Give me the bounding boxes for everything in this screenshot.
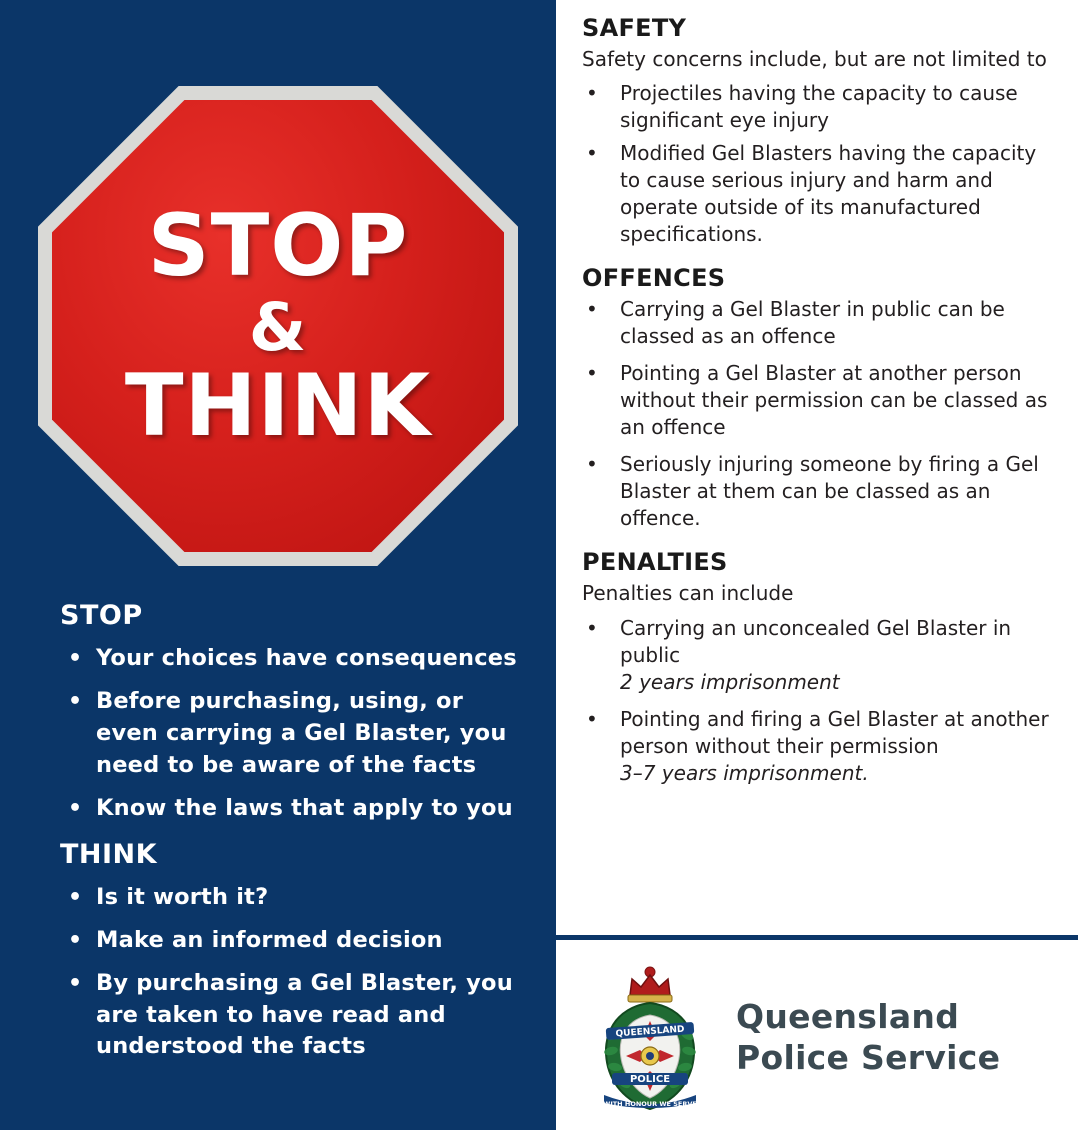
footer-divider bbox=[556, 935, 1078, 940]
list-item bbox=[60, 643, 530, 675]
footer-title bbox=[736, 997, 1000, 1078]
right-panel bbox=[556, 0, 1078, 1130]
bullet-icon: • bbox=[68, 927, 83, 953]
list-item-label: Pointing a Gel Blaster at another person without their permission can be classed as an offence bbox=[620, 361, 1048, 440]
stop-sign-graphic bbox=[38, 86, 518, 566]
stop-section-list bbox=[60, 643, 530, 825]
bullet-icon: • bbox=[68, 795, 83, 821]
list-item bbox=[582, 615, 1060, 696]
bullet-icon: • bbox=[68, 884, 83, 910]
list-item-label: Pointing and firing a Gel Blaster at another person without their permission bbox=[620, 706, 1049, 758]
list-item bbox=[60, 968, 530, 1064]
bullet-icon: • bbox=[68, 970, 83, 996]
list-item bbox=[582, 706, 1060, 787]
bullet-icon: • bbox=[586, 706, 598, 731]
svg-text:POLICE: POLICE bbox=[629, 1073, 671, 1085]
think-section-heading: THINK bbox=[60, 838, 158, 870]
list-item-label: Is it worth it? bbox=[96, 883, 269, 910]
list-item bbox=[60, 686, 530, 782]
bullet-icon: • bbox=[586, 361, 598, 386]
bullet-icon: • bbox=[586, 615, 598, 640]
bullet-icon: • bbox=[68, 646, 83, 671]
bullet-icon: • bbox=[586, 141, 598, 166]
bullet-icon: • bbox=[586, 297, 598, 322]
list-item bbox=[582, 80, 1060, 134]
list-item-label: Projectiles having the capacity to cause significant eye injury bbox=[620, 81, 1018, 133]
offences-heading: OFFENCES bbox=[582, 264, 726, 293]
safety-intro: Safety concerns include, but are not limited to bbox=[582, 47, 1047, 71]
list-item bbox=[582, 451, 1060, 532]
penalties-heading: PENALTIES bbox=[582, 548, 728, 577]
svg-text:WITH HONOUR WE SERVE: WITH HONOUR WE SERVE bbox=[603, 1099, 697, 1108]
sign-line-stop: STOP bbox=[147, 196, 409, 296]
stop-section-heading: STOP bbox=[60, 600, 143, 631]
think-section-list bbox=[60, 882, 530, 1064]
penalties-intro: Penalties can include bbox=[582, 581, 794, 606]
safety-list bbox=[582, 80, 1060, 248]
footer-title-line1: Queensland bbox=[736, 997, 960, 1037]
sign-line-ampersand: & bbox=[248, 289, 308, 366]
list-item-label: Carrying a Gel Blaster in public can be classed as an offence bbox=[620, 297, 1005, 349]
footer bbox=[556, 945, 1078, 1130]
list-item-label: Your choices have consequences bbox=[96, 645, 517, 671]
list-item-label: Before purchasing, using, or even carrying a Gel Blaster, you need to be aware of the facts bbox=[96, 687, 507, 778]
list-item-label: Seriously injuring someone by firing a Gel Blaster at them can be classed as an offence. bbox=[620, 452, 1039, 531]
safety-heading: SAFETY bbox=[582, 14, 687, 42]
stop-sign-text bbox=[38, 86, 518, 566]
list-item-label: Make an informed decision bbox=[96, 926, 443, 953]
penalty-term: 2 years imprisonment bbox=[620, 669, 840, 694]
offences-list bbox=[582, 296, 1060, 532]
sign-line-think: THINK bbox=[124, 356, 432, 456]
bullet-icon: • bbox=[586, 452, 598, 477]
penalty-term: 3–7 years imprisonment. bbox=[620, 760, 869, 785]
footer-title-line2: Police Service bbox=[736, 1037, 1001, 1077]
list-item-label: By purchasing a Gel Blaster, you are taken to have read and understood the facts bbox=[96, 969, 513, 1060]
list-item bbox=[582, 140, 1060, 248]
list-item-label: Modified Gel Blasters having the capacity to cause serious injury and harm and operate outside of its manufactured specifications. bbox=[620, 141, 1037, 247]
list-item bbox=[60, 793, 530, 825]
left-content bbox=[60, 600, 530, 1074]
list-item bbox=[582, 360, 1060, 441]
bullet-icon: • bbox=[68, 688, 83, 714]
qps-badge-icon bbox=[586, 963, 714, 1113]
list-item-label: Carrying an unconcealed Gel Blaster in public bbox=[620, 615, 1012, 667]
list-item bbox=[60, 925, 530, 957]
list-item bbox=[582, 296, 1060, 350]
list-item bbox=[60, 882, 530, 914]
bullet-icon: • bbox=[586, 81, 598, 106]
svg-text:QUEENSLAND: QUEENSLAND bbox=[615, 1024, 685, 1039]
penalties-list bbox=[582, 615, 1060, 787]
list-item-label: Know the laws that apply to you bbox=[96, 794, 513, 821]
